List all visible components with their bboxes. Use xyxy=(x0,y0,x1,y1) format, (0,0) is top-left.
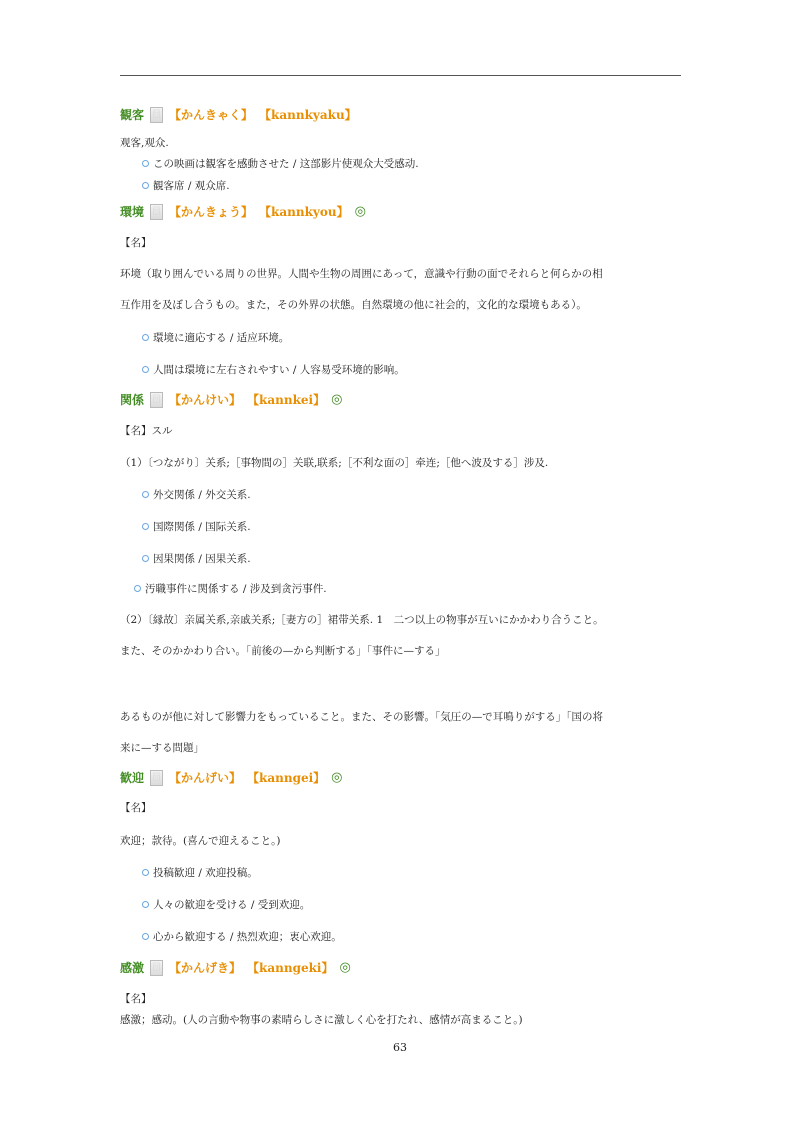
example-text: 因果関係 / 因果关系. xyxy=(153,553,251,565)
common-word-mark: ◎ xyxy=(331,392,343,407)
page-number: 63 xyxy=(393,1041,407,1054)
sense-line: あるものが他に対して影響力をもっていること。また、その影響。「気圧の—で耳鳴りがする」「国の将 xyxy=(120,711,603,723)
example-item xyxy=(142,519,251,534)
entry-headword xyxy=(120,203,366,220)
bullet-icon xyxy=(142,901,149,908)
example-item xyxy=(142,156,419,171)
example-text: 汚職事件に関係する / 涉及到贪污事件. xyxy=(145,583,327,595)
example-text: 観客席 / 观众席. xyxy=(153,180,230,192)
example-item xyxy=(142,865,258,880)
meaning-text: 感激；感动。(人の言動や物事の素晴らしさに激しく心を打たれ、感情が高まること。) xyxy=(120,1014,523,1026)
bullet-icon xyxy=(142,334,149,341)
romaji-reading: 【kanngei】 xyxy=(247,771,326,785)
bullet-icon xyxy=(142,869,149,876)
example-text: 人間は環境に左右されやすい / 人容易受环境的影响。 xyxy=(153,364,405,376)
example-item xyxy=(142,487,251,502)
bullet-icon xyxy=(142,182,149,189)
example-item xyxy=(134,581,327,596)
example-item xyxy=(142,362,405,377)
meaning-text: 观客,观众. xyxy=(120,137,169,149)
japanese-dict-icon: 日 xyxy=(150,107,163,123)
bullet-icon xyxy=(134,585,141,592)
entry-headword xyxy=(120,959,351,976)
headword-text: 関係 xyxy=(120,393,145,407)
example-text: 環境に適応する / 适应环境。 xyxy=(153,332,290,344)
example-item xyxy=(142,929,342,944)
example-item xyxy=(142,330,289,345)
bullet-icon xyxy=(142,366,149,373)
example-item xyxy=(142,178,230,193)
headword-text: 環境 xyxy=(120,205,145,219)
definition-line: 互作用を及ぼし合うもの。また，その外界の状態。自然環境の他に社会的，文化的な環境もある）。 xyxy=(120,299,587,311)
bullet-icon xyxy=(142,933,149,940)
sense-line: （2）〔縁故〕亲属关系,亲戚关系;［妻方の］裙带关系. 1 二つ以上の物事が互いにかかわり合うこと。 xyxy=(120,614,604,626)
part-of-speech: 【名】 xyxy=(120,802,152,814)
example-text: 投稿歓迎 / 欢迎投稿。 xyxy=(153,867,258,879)
example-text: 国際関係 / 国际关系. xyxy=(153,521,251,533)
header-rule xyxy=(120,75,681,76)
headword-text: 歓迎 xyxy=(120,771,145,785)
romaji-reading: 【kannkyou】 xyxy=(259,205,349,219)
headword-text: 感激 xyxy=(120,961,145,975)
sense-line: 来に—する問題」 xyxy=(120,742,204,754)
part-of-speech: 【名】スル xyxy=(120,425,173,437)
definition-line: 环境（取り囲んでいる周りの世界。人間や生物の周囲にあって，意識や行動の面でそれらと何らかの相 xyxy=(120,268,603,280)
kana-reading: 【かんげき】 xyxy=(169,961,242,975)
kana-reading: 【かんきゃく】 xyxy=(169,108,254,122)
common-word-mark: ◎ xyxy=(331,770,343,785)
part-of-speech: 【名】 xyxy=(120,237,152,249)
bullet-icon xyxy=(142,491,149,498)
part-of-speech: 【名】 xyxy=(120,993,152,1005)
common-word-mark: ◎ xyxy=(339,960,351,975)
sense-line: また、そのかかわり合い。「前後の—から判断する」「事件に—する」 xyxy=(120,645,446,657)
example-text: 外交関係 / 外交关系. xyxy=(153,489,251,501)
headword-text: 観客 xyxy=(120,108,145,122)
example-text: 人々の歓迎を受ける / 受到欢迎。 xyxy=(153,899,311,911)
entry-headword xyxy=(120,391,342,408)
bullet-icon xyxy=(142,160,149,167)
entry-headword xyxy=(120,769,343,786)
common-word-mark: ◎ xyxy=(354,204,366,219)
kana-reading: 【かんげい】 xyxy=(169,771,242,785)
romaji-reading: 【kannkei】 xyxy=(247,393,326,407)
example-text: この映画は観客を感動させた / 这部影片使观众大受感动. xyxy=(153,158,419,170)
bullet-icon xyxy=(142,555,149,562)
example-item xyxy=(142,551,251,566)
example-text: 心から歓迎する / 热烈欢迎；衷心欢迎。 xyxy=(153,931,342,943)
romaji-reading: 【kannkyaku】 xyxy=(259,108,357,122)
example-item xyxy=(142,897,310,912)
sense-line: （1）〔つながり〕关系;［事物間の］关联,联系;［不利な面の］牵连;［他へ波及する］涉及. xyxy=(120,457,549,469)
entry-headword xyxy=(120,106,357,123)
japanese-dict-icon: 日 xyxy=(150,770,163,786)
japanese-dict-icon: 日 xyxy=(150,392,163,408)
japanese-dict-icon: 日 xyxy=(150,960,163,976)
bullet-icon xyxy=(142,523,149,530)
kana-reading: 【かんきょう】 xyxy=(169,205,254,219)
kana-reading: 【かんけい】 xyxy=(169,393,242,407)
meaning-text: 欢迎；款待。(喜んで迎えること。) xyxy=(120,835,281,847)
romaji-reading: 【kanngeki】 xyxy=(247,961,334,975)
japanese-dict-icon: 日 xyxy=(150,204,163,220)
